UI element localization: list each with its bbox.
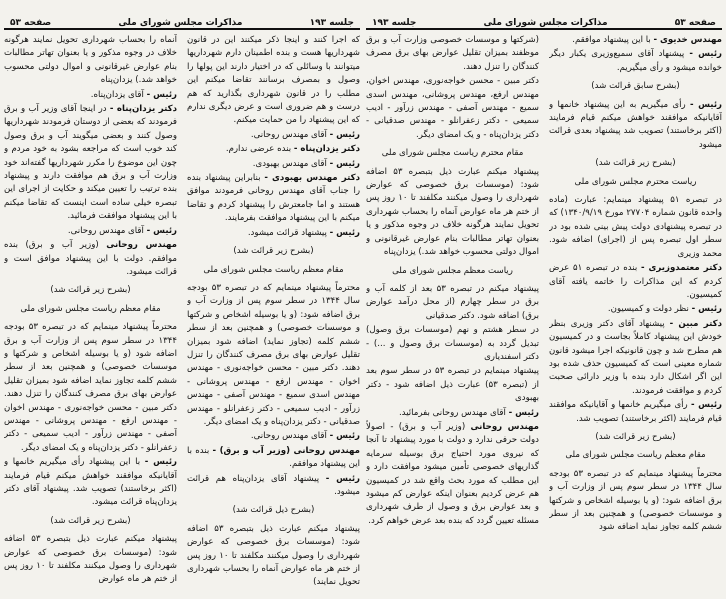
centered-heading: [549, 157, 722, 170]
paragraph-text: آقای مهندس روحانی.: [250, 129, 330, 140]
paragraph-text: (بشرح زیر قرائت شد): [595, 158, 676, 169]
paragraph-text: محترماً پیشنهاد مینمایم که در تبصره ۵۳ بودجه ۱۳۴۴ در سطر سوم پس از وزارت آب و برق اضافه شود (و یا بوسیله اشخاص و شرکتها و موسسات خصوصی) و همچنین بعد از سطر ششم کلمه تجاوز نماید اضافه شود بمیزان تقلیل عوارض بهای برق مصرف کنندگان را تنزل دهند. دکتر مبین - محسن خواجه‌نوری - مهندس اخوان - مهندس ارفع - مهندس پروشانی - مهندس آصفی - مهندس زرآور - ادیب سمیعی - دکتر زعفرانلو - دکتر یزدان‌پناه و یک امضای دیگر.: [4, 322, 177, 453]
centered-heading: [366, 265, 539, 278]
paragraph-text: نظر دولت و کمیسیون.: [607, 304, 692, 315]
paragraph: [549, 194, 722, 261]
paragraph-text: آقای مهندس بهبودی.: [252, 158, 330, 169]
page-header: [4, 14, 360, 30]
speaker-name: رئیس -: [690, 99, 722, 110]
paragraph-text: رأی میگیریم به این پیشنهاد خانمها و آقایانیکه موافقند خواهش میکنم قیام فرمایند (اکثر برخاستند) تصویب شد پیشنهاد بعدی قرائت میشود: [549, 99, 722, 150]
paragraph: [366, 365, 539, 405]
speaker-name: دکتر مبین -: [669, 318, 722, 329]
paragraph-text: مقام معظم ریاست مجلس شورای ملی: [203, 264, 344, 275]
paragraph: [187, 445, 360, 472]
paragraph-text: با این پیشنهاد موافقم.: [572, 35, 654, 45]
paragraph: [4, 456, 177, 510]
paragraph-text: ریاست محترم مجلس شورای ملی: [574, 176, 697, 187]
speaker-name: رئیس -: [329, 129, 360, 140]
paragraph-text: که اجرا کنند و اینجا ذکر میکنند این در قانون شهرداریها هست و بنده اطمینان دارم شهرداریها میتوانند با وسائلی که در اختیار دارند این پولها را وصول و بمصرف برسانند تقاضا میکنم این مطلب را در قانون شهرداری بگذارید که هم درست و هم ضروری است و عرض دیگری ندارم که این پیشنهاد را من حمایت میکنم.: [187, 35, 360, 126]
paragraph: [4, 321, 177, 455]
text-column: [187, 34, 360, 597]
paragraph-text: (وزیر آب و برق) بنده موافقم. دولت با این پیشنهاد موافق است و قرائت میشود.: [4, 240, 177, 277]
paragraph-text: پیشنهاد میکنم عبارت ذیل بتبصره ۵۳ اضافه شود: (موسسات برق خصوصی که عوارض شهرداری را وصول میکنند مکلفند تا ۱۰ روز پس از ختم هر ماه عوارض: [4, 534, 177, 585]
paragraph-text: بنده عرضی ندارم.: [225, 144, 294, 155]
speaker-name: رئیس -: [329, 158, 360, 169]
paragraph: [4, 103, 177, 224]
left-page: [4, 0, 360, 599]
paragraph-text: (شرکتها و موسسات خصوصی وزارت آب و برق موظفند بمیزان تقلیل عوارض بهای برق مصرف کنندگان را تنزل دهند.: [366, 35, 539, 72]
paragraph: [4, 533, 177, 587]
speaker-name: رئیس -: [329, 227, 360, 238]
paragraph-text: آقای مهندس روحانی.: [67, 225, 147, 236]
paragraph: [549, 468, 722, 535]
paragraph-text: بنده در تبصره ۵۱ عرض کردم که این مذاکرات را خاتمه یافته آقای کمیسیون.: [549, 263, 722, 300]
paragraph: [366, 166, 539, 260]
speaker-name: رئیس -: [691, 304, 722, 315]
centered-heading: [549, 176, 722, 189]
paragraph-text: دکتر مبین - محسن خواجه‌نوری، مهندس اخوان، مهندس ارفع، مهندس پروشانی، مهندس اسدی سمیع - مهندس آصفی - مهندس زرآور - ادیب سمیعی - دکتر زعفرانلو - مهندس صدقیانی - دکتر یزدان‌پناه - و یک امضای دیگر.: [366, 76, 539, 140]
paragraph-text: پیشنهاد میکنم عبارت ذیل بتبصره ۵۳ اضافه شود: (موسسات برق خصوصی که عوارض شهرداری را وصول میکنند مکلفند تا ۱۰ روز پس از ختم هر ماه عوارض آنماه را بحساب شهرداری تحویل نمایند): [187, 523, 360, 588]
right-page: [366, 0, 722, 599]
paragraph-text: مقام معظم ریاست مجلس شورای ملی: [565, 450, 706, 461]
paragraph-text: پیشنهاد قرائت میشود.: [247, 227, 330, 238]
speaker-name: مهندس روحانی (وزیر آب و برق) -: [212, 445, 360, 456]
centered-heading: [4, 303, 177, 316]
paragraph-text: در اینجا آقای وزیر آب و برق فرمودند که بعضی از دوستان فرمودند شهرداریها وصول کنند و بعضی میگویند آب و برق وصول کند خوب است که مراجعه بشود به خود مردم و چون این موضوع را مکرر شهرداریها گفته‌اند خود وزارت آب و برق هم موافقت دارند و پیشنهاد بنده ترتیب را تعیین میکند و حکایت از اجرای این تبصره خیلی ساده است اینست که تقاضا میکنم با این پیشنهاد موافقت فرمائید.: [4, 104, 177, 222]
speaker-name: رئیس -: [146, 225, 177, 236]
paragraph-text: رأی میگیریم خانمها و آقایانیکه موافقند قیام فرمایند (اکثر برخاستند) تصویب شد.: [549, 400, 722, 424]
speaker-name: رئیس -: [144, 457, 177, 468]
speaker-name: رئیس -: [689, 49, 722, 60]
paragraph: [366, 324, 539, 364]
centered-heading: [4, 284, 177, 297]
page-header: [366, 14, 722, 30]
paragraph-text: در سطر هشتم و نهم (موسسات برق وصول) تبدیل گردد به (موسسات برق وصول و ...) - دکتر اسفندیاری: [366, 325, 539, 362]
paragraph-text: محترماً پیشنهاد مینمایم که در تبصره ۵۳ بودجه سال ۱۳۴۴ در سطر سوم پس از وزارت آب و برق اضافه شود: (و یا بوسیله اشخاص و شرکتها و موسسات خصوصی) و همچنین بعد از سطر ششم کلمه تجاوز نماید اضافه شود: [549, 468, 722, 533]
speaker-name: مهندس روحانی: [106, 240, 177, 251]
speaker-name: مهندس خدیوی -: [653, 35, 722, 45]
paragraph-text: پیشنهاد آقای سمیع‌وزیری یکبار دیگر خوانده میشود و رأی میگیریم.: [549, 49, 722, 73]
paragraph-text: ریاست معظم مجلس شورای ملی: [392, 265, 513, 276]
paragraph: [187, 282, 360, 429]
speaker-name: رئیس -: [508, 407, 539, 418]
centered-heading: [187, 245, 360, 258]
paragraph: [4, 34, 177, 88]
paragraph: [549, 48, 722, 75]
paragraph: [366, 283, 539, 323]
paragraph: [4, 89, 177, 102]
paragraph-text: بنده با این پیشنهاد موافقم.: [187, 445, 360, 470]
paragraph-text: پیشنهاد آقای دکتر وزیری بنظر خودش این پیشنهاد کاملاً بجاست و در کمیسیون هم مطرح شد و چون قانونیکه اجرا میشود قانون شماره معینی است که کمیسیون حذف شده بود این اگر اشکال دارد بنده با وزیر دارائی صحبت کردم و موافقت فرمودند.: [549, 318, 722, 396]
paragraph-text: (بشرح زیر قرائت شد): [233, 246, 314, 257]
paragraph: [187, 158, 360, 171]
speaker-name: دکتر مهندس بهبودی -: [264, 173, 360, 184]
paragraph: [4, 239, 177, 279]
paragraph-text: مقام محترم ریاست مجلس شورای ملی: [381, 148, 524, 159]
centered-heading: [549, 449, 722, 462]
paragraph-text: بنابراین پیشنهاد بنده را جناب آقای مهندس روحانی فرمودند موافق هستند و اما جامعترش را پیشنهاد کردم و تقاضا میکنم با این پیشنهاد موافقت بفرمایند.: [187, 173, 360, 224]
paragraph-text: پیشنهاد میکنم در تبصره ۵۳ بعد از کلمه آب و برق در سطر چهارم (از محل درآمد عوارض برق) اضافه شود. دکتر صدقیانی: [366, 283, 539, 321]
paragraph-text: با این پیشنهاد رأی میگیریم خانمها و آقایانیکه موافقند خواهش میکنم قیام فرمایند (اکثر برخاستند) تصویب شد. پیشنهاد آقای دکتر یزدان‌پناه قرائت میشود.: [4, 457, 177, 508]
paragraph-text: پیشنهاد آقای یزدان‌پناه هم قرائت میشود.: [187, 473, 360, 497]
paragraph: [366, 75, 539, 142]
paragraph: [187, 523, 360, 590]
paragraph: [549, 399, 722, 426]
paragraph-text: محترماً پیشنهاد مینمایم که در تبصره ۵۳ بودجه سال ۱۳۴۴ در سطر سوم پس از وزارت آب و برق اضافه شود: (و یا بوسیله اشخاص و شرکتها و موسسات خصوصی) و همچنین بعد از سطر ششم کلمه (تجاوز نماید) اضافه شود بمیزان تقلیل عوارض بهای برق مصرف کنندگان را تنزل دهند. دکتر مبین - محسن خواجه‌نوری - مهندس اخوان - مهندس ارفع - مهندس پروشانی - مهندس اسدی سمیع - مهندس آصفی - مهندس زرآور - ادیب سمیعی - دکتر زعفرانلو - مهندس صدقیانی - دکتر یزدان‌پناه و یک امضای دیگر.: [187, 282, 360, 427]
paragraph: [4, 225, 177, 238]
session-number: جلسه ۱۹۳: [372, 18, 417, 28]
centered-heading: [4, 515, 177, 528]
paragraph: [366, 34, 539, 74]
publication-title: مذاکرات مجلس شورای ملی: [483, 18, 608, 28]
paragraph-text: آقای مهندس روحانی.: [250, 431, 330, 442]
centered-heading: [366, 147, 539, 160]
paragraph-text: آنماه را بحساب شهرداری تحویل نمایند هرگونه خلاف در وجوه مذکور و یا بعنوان تهاتر مطالبات بنام عوارض غیرقانونی و اموال دولتی محسوب خواهد شد.) یزدان‌پناه: [4, 35, 177, 86]
paragraph-text: آقای یزدان‌پناه.: [90, 89, 147, 100]
publication-title: مذاکرات مجلس شورای ملی: [118, 18, 243, 28]
paragraph-text: (بشرح زیر قرائت شد): [50, 515, 131, 526]
paragraph-text: (بشرح زیر قرائت شد): [50, 285, 131, 296]
paragraph: [187, 143, 360, 156]
speaker-name: رئیس -: [691, 400, 722, 411]
paragraph-text: (بشرح سابق قرائت شد): [591, 81, 680, 92]
paragraph: [549, 99, 722, 153]
centered-heading: [187, 504, 360, 517]
paragraph-text: (بشرح زیر قرائت شد): [595, 431, 676, 442]
paragraph: [366, 421, 539, 528]
speaker-name: رئیس -: [146, 89, 177, 100]
paragraph-text: (وزیر آب و برق) - اصولاً دولت حرفی ندارد و دولت با مورد پیشنهاد تا آنجا که نیروی مورد احتیاج برق بوسیله سرمایه گذاریهای خصوصی تأمین میشود موافقت دارد و این مطلب که مورد بحث واقع شد در کمیسیون هم عرض کردیم بعنوان اینکه عوارض کم میشود و بعد عوارض برق و وصول از طرف شهرداری مسئله تعیین گردد که بنده بعد عرض خواهم کرد.: [366, 421, 539, 526]
paragraph-text: مقام معظم ریاست مجلس شورای ملی: [20, 303, 161, 314]
paragraph: [549, 303, 722, 316]
speaker-name: دکتر یزدان‌پناه -: [109, 104, 177, 115]
paragraph: [366, 407, 539, 420]
paragraph-text: (بشرح ذیل قرائت شد): [232, 505, 315, 516]
speaker-name: رئیس -: [325, 473, 360, 484]
centered-heading: [187, 264, 360, 277]
centered-heading: [549, 431, 722, 444]
speaker-name: مهندس روحانی: [470, 421, 539, 432]
session-number: جلسه ۱۹۳: [309, 18, 354, 28]
paragraph: [549, 262, 722, 302]
paragraph-text: آقای مهندس روحانی بفرمائید.: [398, 407, 509, 418]
paragraph-text: پیشنهاد مینمایم در تبصره ۵۳ در سطر سوم بعد از (تبصره ۵۳) عبارت ذیل اضافه شود - دکتر بهبودی: [366, 366, 539, 404]
text-column: [549, 34, 722, 597]
page-number: صفحه ۵۳: [10, 18, 52, 28]
paragraph: [187, 473, 360, 500]
speaker-name: دکتر معتمدوزیری -: [640, 263, 722, 274]
text-column: [366, 34, 539, 597]
paragraph: [187, 129, 360, 142]
page-number: صفحه ۵۳: [674, 18, 716, 28]
paragraph-text: پیشنهاد میکنم عبارت ذیل بتبصره ۵۳ اضافه شود: (موسسات برق خصوصی که عوارض شهرداری را وصول میکنند مکلفند تا ۱۰ روز پس از ختم هر ماه عوارض آنماه را بحساب شهرداری تحویل نمایند هرگونه خلاف در وجوه مذکور و یا بعنوان تهاتر مطالبات بنام عوارض غیرقانونی و اموال دولتی محسوب خواهد شد.) یزدان‌پناه: [366, 166, 539, 258]
speaker-name: رئیس -: [329, 431, 360, 442]
centered-heading: [549, 80, 722, 93]
paragraph: [549, 34, 722, 47]
text-column: [4, 34, 177, 597]
paragraph: [549, 318, 722, 398]
speaker-name: دکتر یزدان‌پناه -: [293, 144, 360, 155]
paragraph: [187, 172, 360, 226]
paragraph-text: در تبصره ۵۱ پیشنهاد مینمایم: عبارت (ماده واحده قانون شماره ۲۷۷۰۴ مورخ ۱۳۴۰/۹/۱۹) که در تبصره پیشنهادی دولت پیش بینی شده بود در سطر اول تبصره پس از (اجرای) اضافه شود. محمد وزیری: [549, 195, 722, 259]
paragraph: [187, 227, 360, 240]
paragraph: [187, 34, 360, 128]
paragraph: [187, 430, 360, 443]
